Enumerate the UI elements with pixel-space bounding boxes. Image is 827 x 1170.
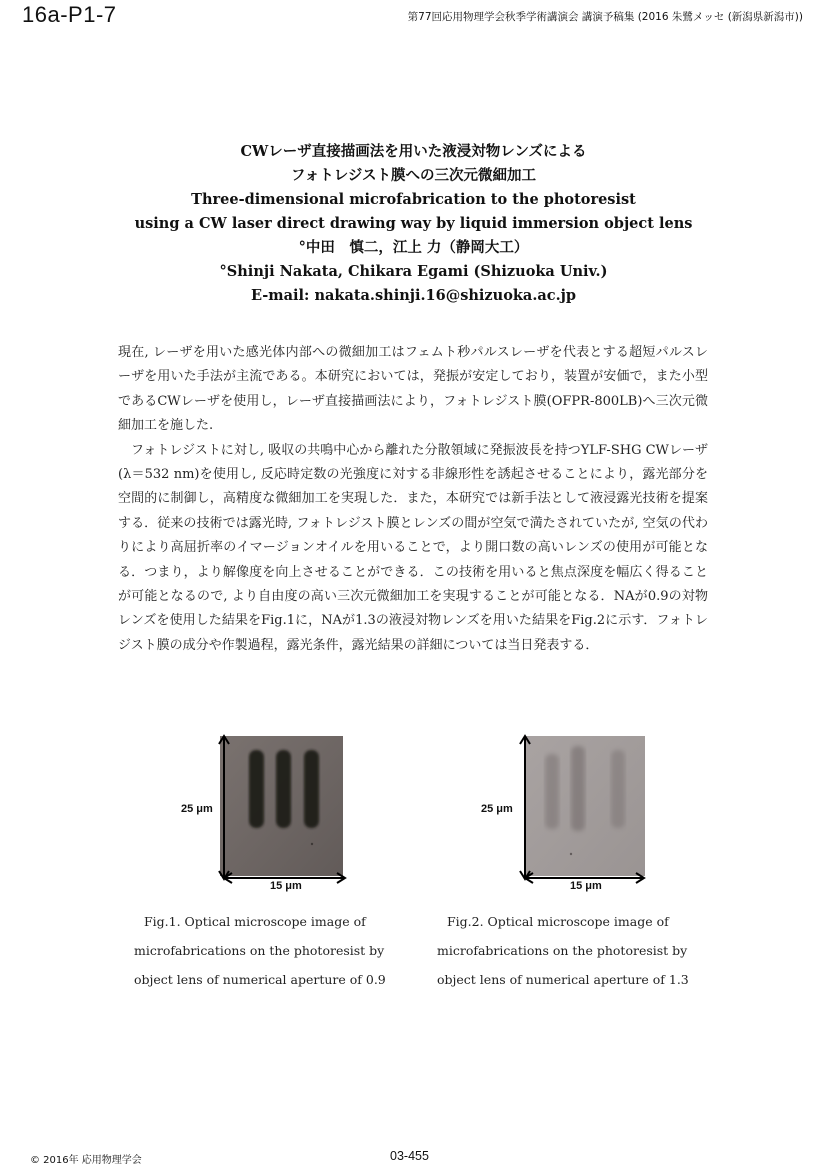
figure-1-caption-line-2: microfabrications on the photoresist by — [134, 943, 385, 958]
title-japanese-line-1: CWレーザ直接描画法を用いた液浸対物レンズによる — [240, 143, 587, 160]
body-text — [118, 341, 708, 658]
figure-2-caption-line-2: microfabrications on the photoresist by — [437, 943, 688, 958]
conference-header: 第77回応用物理学会秋季学術講演会 講演予稿集 (2016 朱鷺メッセ (新潟県新潟市)) — [407, 11, 803, 23]
figure-1-caption-line-3: object lens of numerical aperture of 0.9 — [134, 972, 386, 987]
authors-japanese: °中田 慎二，江上 力（静岡大工） — [298, 239, 529, 256]
footer-page-number: 03-455 — [390, 1149, 429, 1163]
figure-2-x-scale-label: 15 μm — [570, 880, 602, 892]
title-english-line-2: using a CW laser direct drawing way by liquid immersion object lens — [134, 215, 693, 232]
body-paragraph-2: フォトレジストに対し, 吸収の共鳴中心から離れた分散領域に発振波長を持つYLF-SHG CWレーザ(λ＝532 nm)を使用し, 反応時定数の光強度に対する非線形性を誘起させることにより，露光部分を空間的に制御し，高精度な微細加工を実現した．また，本研究では新手法として液浸露光技術を提案する．従来の技術では露光時, フォトレジスト膜とレンズの間が空気で満たされていたが, 空気の代わりにより高屈折率のイマージョンオイルを用いることで，より開口数の高いレンズの使用が可能となる．つまり，より解像度を向上させることができる．この技術を用いると焦点深度を幅広く得ることが可能となるので, より自由度の高い三次元微細加工を実現することが可能となる．NAが0.9の対物レンズを使用した結果をFig.1に，NAが1.3の液浸対物レンズを用いた結果をFig.2に示す．フォトレジスト膜の成分や作製過程，露光条件，露光結果の詳細については当日発表する． — [118, 442, 708, 653]
figure-1-caption-line-1: Fig.1. Optical microscope image of — [144, 914, 366, 929]
title-japanese-line-2: フォトレジスト膜への三次元微細加工 — [291, 167, 536, 184]
figure-2 — [470, 733, 720, 893]
figure-1-caption — [134, 907, 386, 994]
figure-2-caption-line-1: Fig.2. Optical microscope image of — [447, 914, 669, 929]
title-english-line-1: Three-dimensional microfabrication to the photoresist — [191, 191, 636, 208]
author-email: E-mail: nakata.shinji.16@shizuoka.ac.jp — [250, 287, 577, 304]
figure-1-y-scale-label: 25 μm — [181, 803, 213, 815]
title-block — [0, 140, 827, 308]
figure-2-caption — [437, 907, 689, 994]
figure-2-caption-line-3: object lens of numerical aperture of 1.3 — [437, 972, 689, 987]
body-paragraph-1: 現在, レーザを用いた感光体内部への微細加工はフェムト秒パルスレーザを代表とする超短パルスレーザを用いた手法が主流である。本研究においては，発振が安定しており，装置が安価で，また小型であるCWレーザを使用し，レーザ直接描画法により，フォトレジスト膜(OFPR-800LB)へ三次元微細加工を施した. — [118, 345, 708, 434]
paper-id: 16a-P1-7 — [22, 2, 117, 27]
figure-2-y-scale-label: 25 μm — [481, 803, 513, 815]
footer-copyright: © 2016年 応用物理学会 — [30, 1155, 142, 1166]
figure-1 — [170, 733, 420, 893]
authors-english: °Shinji Nakata, Chikara Egami (Shizuoka Univ.) — [219, 263, 608, 280]
figure-1-x-scale-label: 15 μm — [270, 880, 302, 892]
